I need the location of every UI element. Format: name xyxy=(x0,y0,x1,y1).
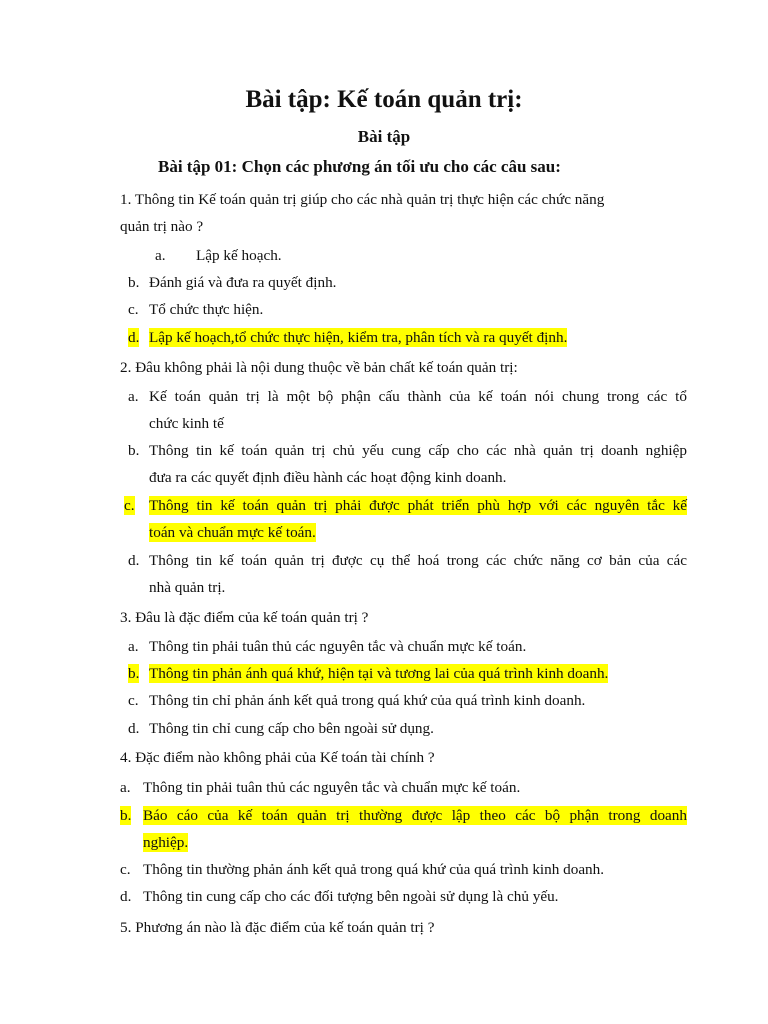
q2-option-c-marker: c. xyxy=(124,497,135,514)
q2-option-d-text-line-1: Thông tin kế toán quản trị được cụ thể hoá trong các chức năng cơ bản của các xyxy=(149,552,687,569)
section-subtitle: Bài tập xyxy=(357,127,411,146)
q4-option-c-marker: c. xyxy=(120,861,131,878)
q1-option-b-marker: b. xyxy=(128,274,140,291)
q2-option-a-text-line-1: Kế toán quản trị là một bộ phận cấu thành của kế toán nói chung trong các tổ xyxy=(149,388,687,405)
q2-option-c-text-line-1: Thông tin kế toán quản trị phải được phát triển phù hợp với các nguyên tắc kế xyxy=(149,497,687,514)
q4-option-b-text-line-1: Báo cáo của kế toán quản trị thường được lập theo các bộ phận trong doanh xyxy=(143,807,687,824)
q4-option-d-marker: d. xyxy=(120,888,132,905)
q4-option-a-text: Thông tin phải tuân thủ các nguyên tắc và chuẩn mực kế toán. xyxy=(143,779,521,796)
q1-option-c-text: Tổ chức thực hiện. xyxy=(149,301,264,318)
q1-option-b-text: Đánh giá và đưa ra quyết định. xyxy=(149,274,337,291)
exercise-heading: Bài tập 01: Chọn các phương án tối ưu cho các câu sau: xyxy=(158,157,561,176)
q3-option-a-text: Thông tin phải tuân thủ các nguyên tắc và chuẩn mực kế toán. xyxy=(149,638,527,655)
q2-option-a-marker: a. xyxy=(128,388,139,405)
q1-option-a-marker: a. xyxy=(155,247,166,264)
q1-option-a-text: Lập kế hoạch. xyxy=(196,247,282,264)
q1-option-c-marker: c. xyxy=(128,301,139,318)
q2-option-d-text-line-2: nhà quản trị. xyxy=(149,579,226,596)
question-4-line-1: 4. Đặc điểm nào không phải của Kế toán tài chính ? xyxy=(120,749,435,766)
q1-option-d-marker: d. xyxy=(128,329,140,346)
q3-option-c-text: Thông tin chỉ phản ánh kết quả trong quá khứ của quá trình kinh doanh. xyxy=(149,692,586,709)
q1-option-d-text: Lập kế hoạch,tổ chức thực hiện, kiểm tra, phân tích và ra quyết định. xyxy=(149,329,568,346)
q2-option-d-marker: d. xyxy=(128,552,140,569)
question-5-line-1: 5. Phương án nào là đặc điểm của kế toán quản trị ? xyxy=(120,919,435,936)
q2-option-b-text-line-2: đưa ra các quyết định điều hành các hoạt động kinh doanh. xyxy=(149,469,507,486)
q3-option-b-text: Thông tin phản ánh quá khứ, hiện tại và tương lai của quá trình kinh doanh. xyxy=(149,665,609,682)
q4-option-b-marker: b. xyxy=(120,807,132,824)
q4-option-d-text: Thông tin cung cấp cho các đối tượng bên ngoài sử dụng là chủ yếu. xyxy=(143,888,559,905)
q3-option-a-marker: a. xyxy=(128,638,139,655)
q4-option-b-text-line-2: nghiệp. xyxy=(143,834,189,851)
question-2-line-1: 2. Đâu không phải là nội dung thuộc về bản chất kế toán quản trị: xyxy=(120,359,518,376)
q2-option-b-marker: b. xyxy=(128,442,140,459)
q3-option-d-text: Thông tin chỉ cung cấp cho bên ngoài sử dụng. xyxy=(149,720,434,737)
q4-option-c-text: Thông tin thường phản ánh kết quả trong quá khứ của quá trình kinh doanh. xyxy=(143,861,605,878)
q4-option-a-marker: a. xyxy=(120,779,131,796)
question-1-line-2: quản trị nào ? xyxy=(120,218,204,235)
q2-option-a-text-line-2: chức kinh tế xyxy=(149,415,224,432)
document-title: Bài tập: Kế toán quản trị: xyxy=(245,86,523,113)
question-3-line-1: 3. Đâu là đặc điểm của kế toán quản trị ? xyxy=(120,609,369,626)
q2-option-b-text-line-1: Thông tin kế toán quản trị chủ yếu cung cấp cho các nhà quản trị doanh nghiệp xyxy=(149,442,687,459)
q3-option-c-marker: c. xyxy=(128,692,139,709)
question-1-line-1: 1. Thông tin Kế toán quản trị giúp cho các nhà quản trị thực hiện các chức năng xyxy=(120,191,605,208)
q3-option-d-marker: d. xyxy=(128,720,140,737)
q3-option-b-marker: b. xyxy=(128,665,140,682)
q2-option-c-text-line-2: toán và chuẩn mực kế toán. xyxy=(149,524,316,541)
